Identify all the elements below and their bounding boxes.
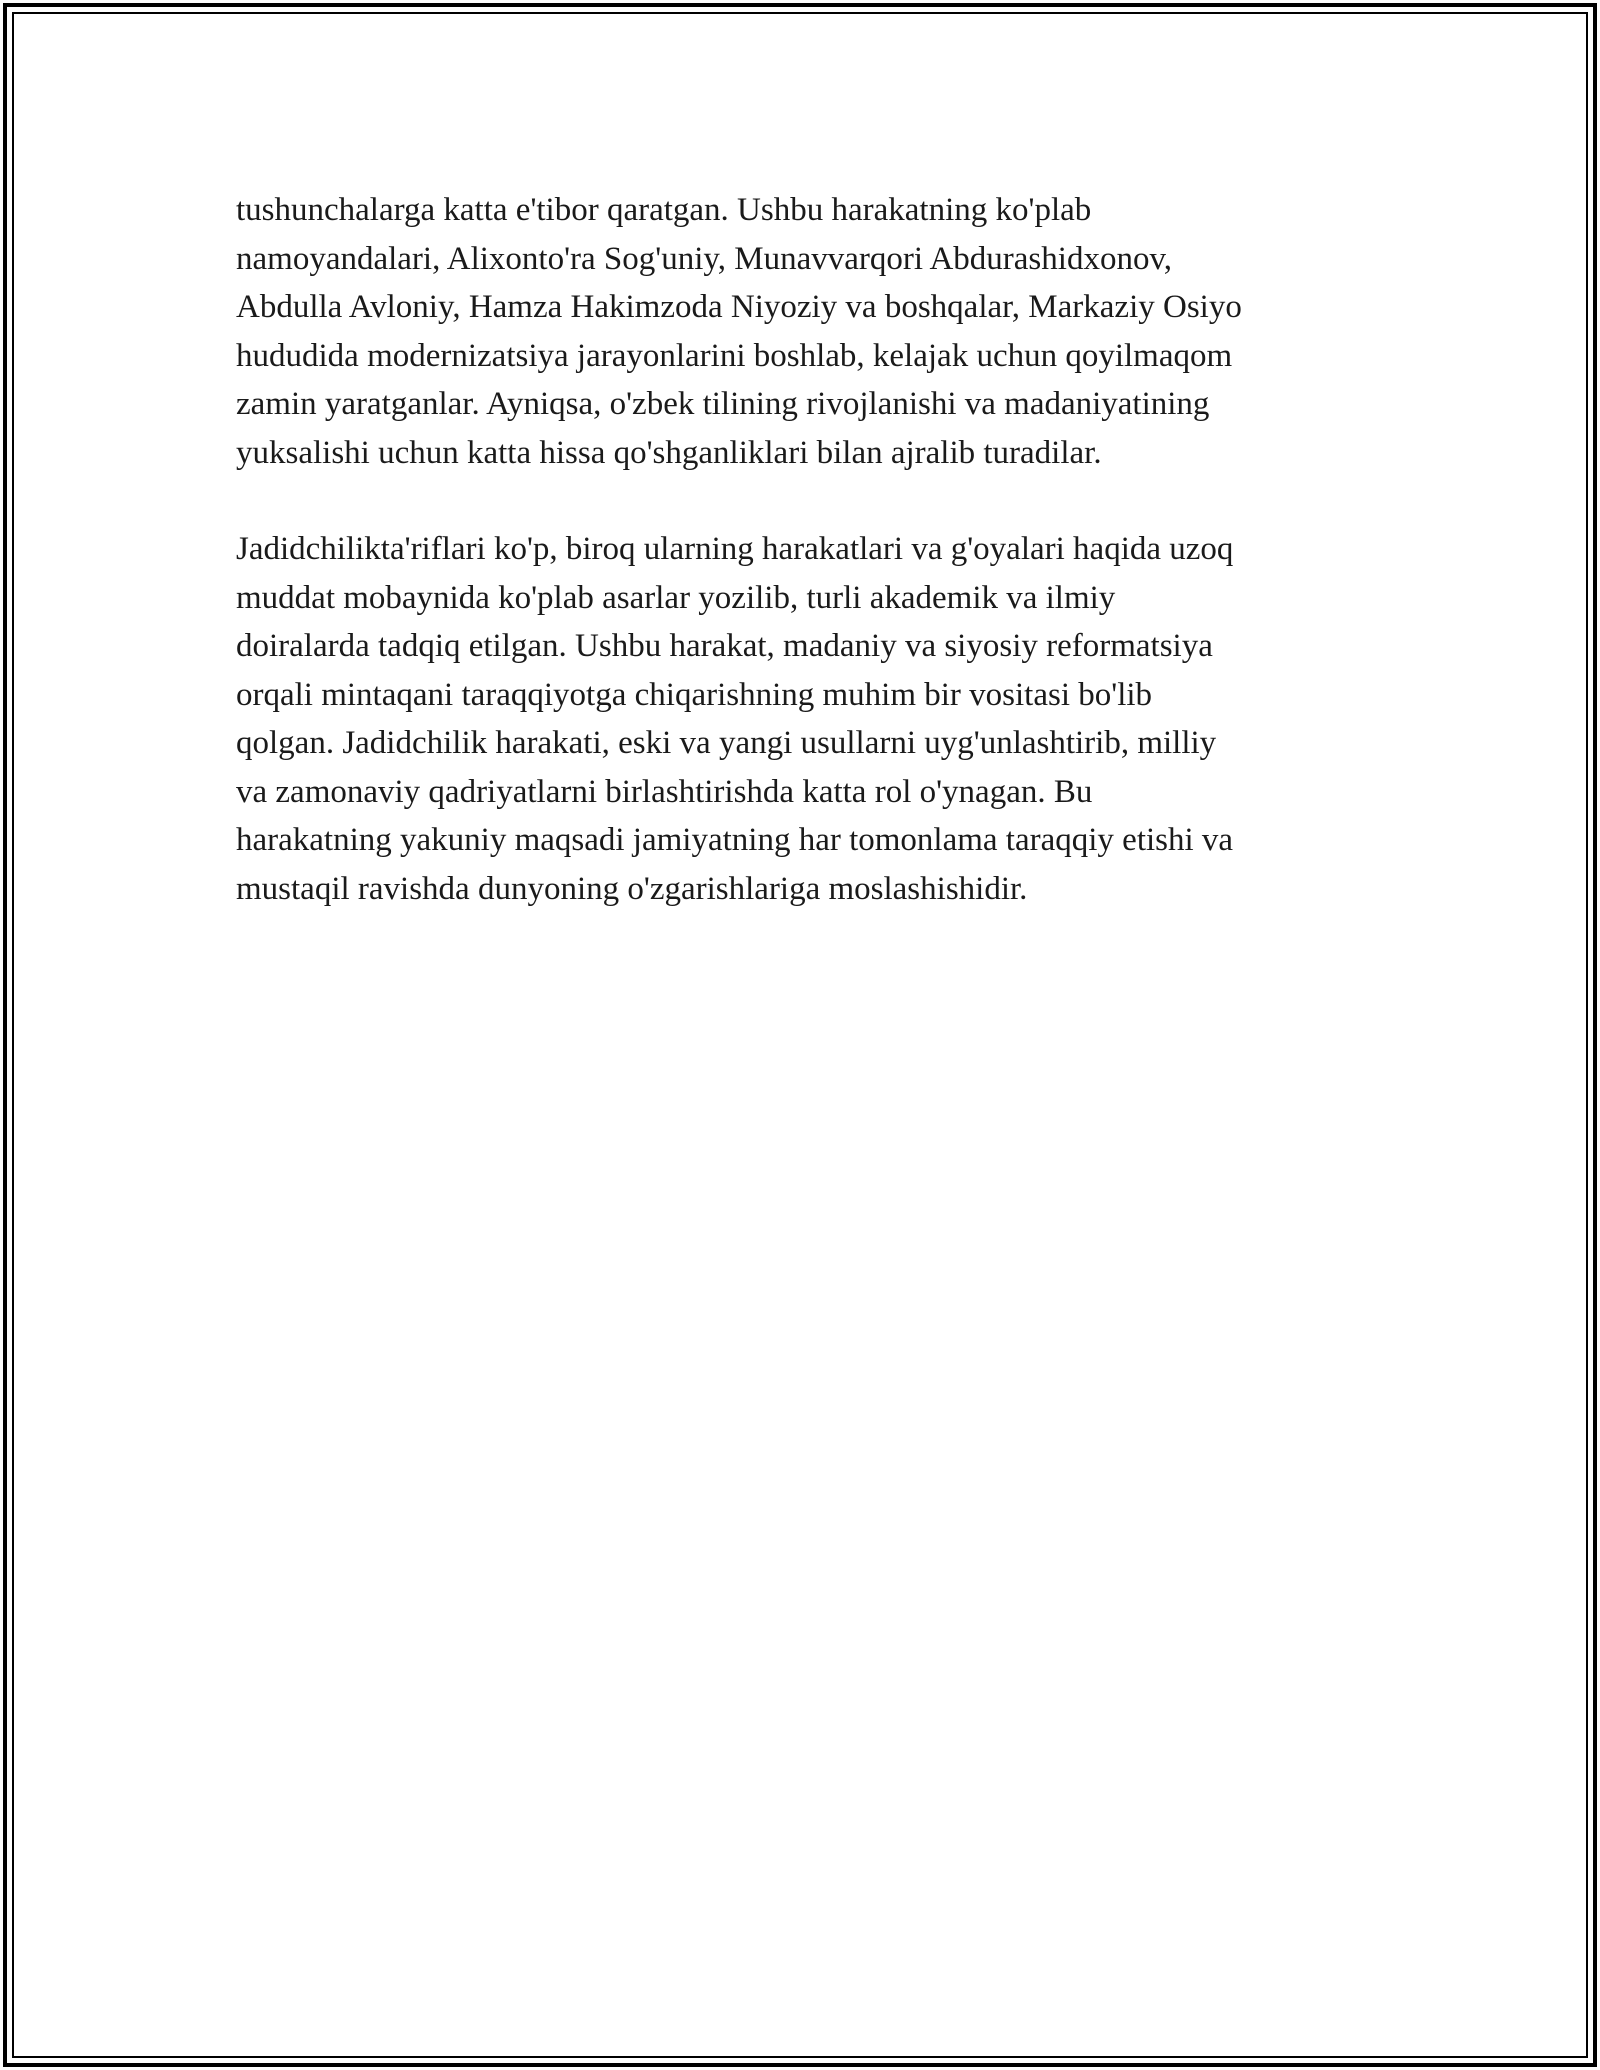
- text-line: Abdulla Avloniy, Hamza Hakimzoda Niyoziy va boshqalar, Markaziy Osiyo: [236, 289, 1242, 325]
- text-line: tushunchalarga katta e'tibor qaratgan. Ushbu harakatning ko'plab: [236, 192, 1092, 228]
- text-line: namoyandalari, Alixonto'ra Sog'uniy, Munavvarqori Abdurashidxonov,: [236, 240, 1173, 277]
- document-body: [236, 186, 1376, 961]
- text-line: hududida modernizatsiya jarayonlarini boshlab, kelajak uchun qoyilmaqom: [236, 337, 1233, 374]
- text-line: mustaqil ravishda dunyoning o'zgarishlariga moslashishidir.: [236, 870, 1028, 907]
- text-line: yuksalishi uchun katta hissa qo'shganliklari bilan ajralib turadilar.: [236, 434, 1102, 471]
- paragraph-1: [236, 186, 1376, 477]
- text-line: harakatning yakuniy maqsadi jamiyatning har tomonlama taraqqiy etishi va: [236, 822, 1234, 858]
- text-line: Jadidchilikta'riflari ko'p, biroq ularning harakatlari va g'oyalari haqida uzoq: [236, 531, 1234, 567]
- text-line: qolgan. Jadidchilik harakati, eski va yangi usullarni uyg'unlashtirib, milliy: [236, 725, 1217, 761]
- text-line: va zamonaviy qadriyatlarni birlashtirishda katta rol o'ynagan. Bu: [236, 773, 1093, 810]
- paragraph-2: [236, 525, 1376, 913]
- text-line: orqali mintaqani taraqqiyotga chiqarishning muhim bir vositasi bo'lib: [236, 676, 1153, 713]
- text-line: muddat mobaynida ko'plab asarlar yozilib, turli akademik va ilmiy: [236, 579, 1116, 616]
- text-line: zamin yaratganlar. Ayniqsa, o'zbek tilining rivojlanishi va madaniyatining: [236, 386, 1210, 422]
- text-line: doiralarda tadqiq etilgan. Ushbu harakat, madaniy va siyosiy reformatsiya: [236, 628, 1213, 664]
